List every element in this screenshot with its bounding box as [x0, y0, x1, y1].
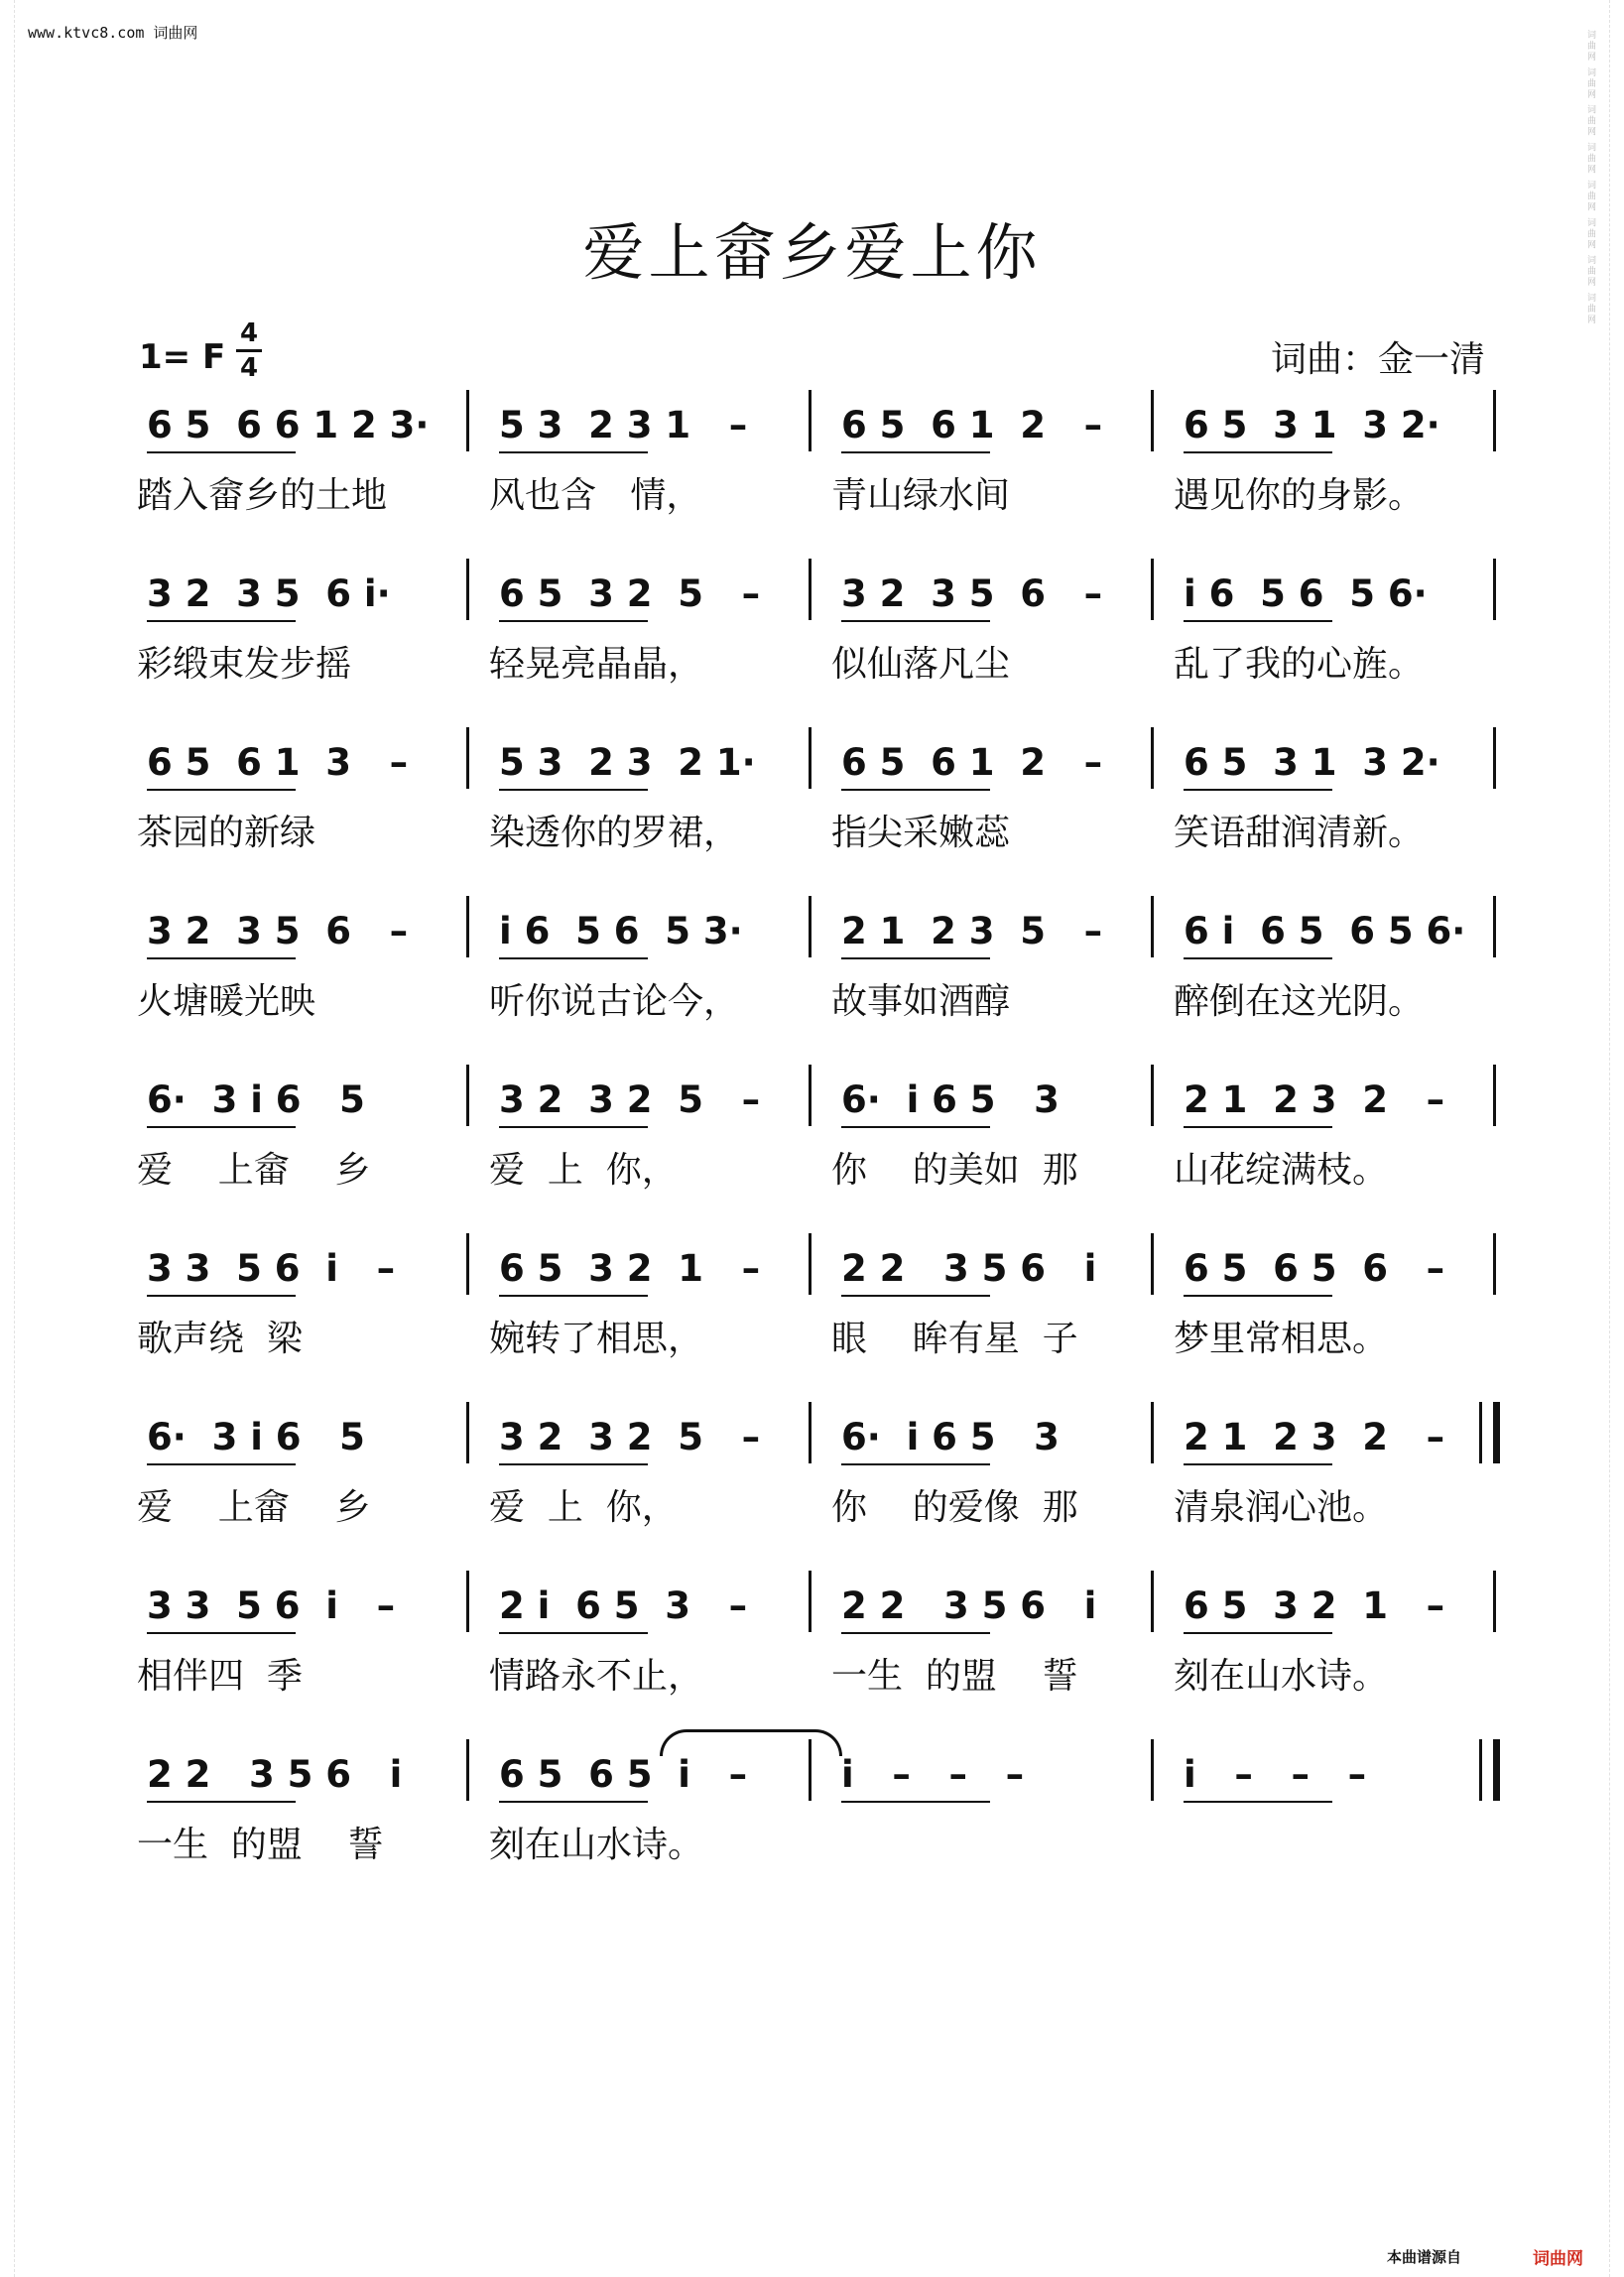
- barline: [1493, 1739, 1500, 1801]
- beam-underline: [147, 451, 296, 453]
- barline: [466, 1065, 469, 1126]
- lyric-phrase: 遇见你的身影。: [1174, 475, 1425, 516]
- lyric-phrase: 清泉润心池。: [1174, 1487, 1389, 1528]
- barline: [1493, 896, 1496, 957]
- measure-notes: 6 5 3 2 1 –: [1184, 1584, 1445, 1627]
- staff-row: [129, 1741, 1498, 1900]
- beam-underline: [1184, 451, 1332, 453]
- barline: [466, 1233, 469, 1295]
- beam-underline: [499, 1295, 648, 1297]
- beam-underline: [499, 1463, 648, 1465]
- measure-notes: 6· i 6 5 3: [841, 1078, 1060, 1121]
- left-edge-guide: [14, 0, 15, 2277]
- beam-underline: [499, 451, 648, 453]
- measure-notes: 3 2 3 5 6 –: [841, 572, 1103, 615]
- lyric-phrase: 风也含 情，: [489, 475, 702, 516]
- measure-notes: 3 3 5 6 i –: [147, 1584, 396, 1627]
- beam-underline: [1184, 1295, 1332, 1297]
- measure-notes: 6 5 6 1 3 –: [147, 741, 409, 784]
- notes-line: [129, 561, 1498, 630]
- lyric-phrase: 爱 上 你，: [489, 1150, 678, 1191]
- measure-notes: 3 2 3 2 5 –: [499, 1416, 761, 1458]
- beam-underline: [841, 789, 990, 791]
- barline: [809, 1233, 812, 1295]
- beam-underline: [1184, 789, 1332, 791]
- staff-row: [129, 1067, 1498, 1225]
- lyrics-line: [129, 630, 1498, 686]
- notes-line: [129, 1573, 1498, 1642]
- lyrics-line: [129, 1473, 1498, 1529]
- measure-notes: 2 i 6 5 3 –: [499, 1584, 748, 1627]
- staff-row: [129, 729, 1498, 888]
- measure-notes: 3 2 3 5 6 i·: [147, 572, 391, 615]
- lyrics-line: [129, 1642, 1498, 1698]
- measure-notes: i – – –: [1184, 1753, 1367, 1796]
- barline: [1493, 727, 1496, 789]
- tie-arc: [660, 1729, 842, 1756]
- barline: [466, 390, 469, 451]
- lyric-phrase: 情路永不止，: [489, 1656, 704, 1697]
- lyric-phrase: 醉倒在这光阴。: [1174, 981, 1425, 1022]
- notes-line: [129, 898, 1498, 967]
- beam-underline: [147, 1126, 296, 1128]
- measure-notes: 6 5 3 2 5 –: [499, 572, 761, 615]
- beam-underline: [1184, 1801, 1332, 1803]
- beam-underline: [841, 1295, 990, 1297]
- measure-notes: 3 2 3 5 6 –: [147, 910, 409, 952]
- lyric-phrase: 故事如酒醇: [831, 981, 1011, 1022]
- notes-line: [129, 1235, 1498, 1305]
- beam-underline: [499, 789, 648, 791]
- beam-underline: [499, 1126, 648, 1128]
- staff-row: [129, 392, 1498, 551]
- barline: [809, 727, 812, 789]
- lyric-phrase: 彩缎束发步摇: [137, 644, 352, 685]
- measure-notes: 2 2 3 5 6 i: [841, 1584, 1097, 1627]
- measure-notes: 2 2 3 5 6 i: [841, 1247, 1097, 1290]
- lyrics-line: [129, 967, 1498, 1023]
- lyric-phrase: 乱了我的心旌。: [1174, 644, 1425, 685]
- barline: [1151, 1571, 1154, 1632]
- measure-notes: 2 2 3 5 6 i: [147, 1753, 403, 1796]
- measure-notes: 6 5 3 1 3 2·: [1184, 404, 1440, 446]
- beam-underline: [147, 620, 296, 622]
- barline: [466, 1739, 469, 1801]
- lyric-phrase: 一生 的盟 誓: [831, 1656, 1078, 1697]
- measure-notes: 6 5 6 6 1 2 3·: [147, 404, 430, 446]
- beam-underline: [1184, 1632, 1332, 1634]
- beam-underline: [841, 957, 990, 959]
- barline: [1151, 390, 1154, 451]
- lyrics-line: [129, 799, 1498, 854]
- beam-underline: [1184, 1463, 1332, 1465]
- measure-notes: 2 1 2 3 2 –: [1184, 1078, 1445, 1121]
- barline: [1151, 1065, 1154, 1126]
- time-sig-bottom: 4: [239, 353, 259, 383]
- measure-notes: 6 5 3 2 1 –: [499, 1247, 761, 1290]
- beam-underline: [841, 1801, 990, 1803]
- barline: [1151, 1739, 1154, 1801]
- barline: [466, 559, 469, 620]
- site-url: www.ktvc8.com 词曲网: [28, 24, 198, 42]
- barline: [466, 896, 469, 957]
- composer-credit: 词曲：金一清: [1270, 339, 1485, 380]
- beam-underline: [841, 1632, 990, 1634]
- lyric-phrase: 相伴四 季: [137, 1656, 303, 1697]
- lyric-phrase: 轻晃亮晶晶，: [489, 644, 704, 685]
- barline: [1493, 1402, 1500, 1463]
- lyric-phrase: 一生 的盟 誓: [137, 1825, 384, 1865]
- measure-notes: 5 3 2 3 1 –: [499, 404, 748, 446]
- measure-notes: 3 2 3 2 5 –: [499, 1078, 761, 1121]
- lyrics-line: [129, 1136, 1498, 1192]
- measure-notes: 2 1 2 3 2 –: [1184, 1416, 1445, 1458]
- barline: [1493, 559, 1496, 620]
- lyric-phrase: 茶园的新绿: [137, 813, 316, 853]
- measure-notes: 6 5 6 1 2 –: [841, 741, 1103, 784]
- lyric-phrase: 眼 眸有星 子: [831, 1319, 1078, 1359]
- lyric-phrase: 爱 上 你，: [489, 1487, 678, 1528]
- lyric-phrase: 山花绽满枝。: [1174, 1150, 1389, 1191]
- lyric-phrase: 听你说古论今，: [489, 981, 740, 1022]
- barline: [1493, 1571, 1496, 1632]
- barline: [1151, 896, 1154, 957]
- notes-line: [129, 1404, 1498, 1473]
- beam-underline: [841, 451, 990, 453]
- measure-notes: 6 5 6 5 6 –: [1184, 1247, 1445, 1290]
- right-edge-guide: [1609, 0, 1610, 2277]
- staff-row: [129, 1404, 1498, 1563]
- notes-line: [129, 1067, 1498, 1136]
- staff-row: [129, 1235, 1498, 1394]
- lyrics-line: [129, 461, 1498, 517]
- lyric-phrase: 你 的美如 那: [831, 1150, 1078, 1191]
- beam-underline: [499, 1632, 648, 1634]
- beam-underline: [499, 1801, 648, 1803]
- barline: [1151, 727, 1154, 789]
- lyric-phrase: 梦里常相思。: [1174, 1319, 1389, 1359]
- right-side-watermark: 词曲网 词曲网 词曲网 词曲网 词曲网 词曲网 词曲网 词曲网: [1585, 30, 1595, 326]
- measure-notes: 3 3 5 6 i –: [147, 1247, 396, 1290]
- barline: [809, 390, 812, 451]
- time-sig-top: 4: [239, 318, 259, 348]
- lyric-phrase: 爱 上畲 乡: [137, 1487, 371, 1528]
- beam-underline: [1184, 620, 1332, 622]
- barline: [809, 1571, 812, 1632]
- lyric-phrase: 刻在山水诗。: [489, 1825, 704, 1865]
- notes-line: [129, 729, 1498, 799]
- lyric-phrase: 刻在山水诗。: [1174, 1656, 1389, 1697]
- measure-notes: 2 1 2 3 5 –: [841, 910, 1103, 952]
- lyric-phrase: 火塘暖光映: [137, 981, 316, 1022]
- beam-underline: [147, 1463, 296, 1465]
- barline: [466, 1402, 469, 1463]
- barline: [466, 727, 469, 789]
- beam-underline: [147, 1295, 296, 1297]
- footer-brand: 词曲网: [1533, 2249, 1583, 2269]
- staff-row: [129, 1573, 1498, 1731]
- measure-notes: 6· 3 i 6 5: [147, 1078, 365, 1121]
- measure-notes: 6 i 6 5 6 5 6·: [1184, 910, 1466, 952]
- footer-label: 本曲谱源自: [1387, 2248, 1462, 2266]
- staff-row: [129, 561, 1498, 719]
- barline: [1151, 1233, 1154, 1295]
- barline: [809, 559, 812, 620]
- barline: [1493, 1233, 1496, 1295]
- lyric-phrase: 染透你的罗裙，: [489, 813, 740, 853]
- lyric-phrase: 笑语甜润清新。: [1174, 813, 1425, 853]
- beam-underline: [841, 1126, 990, 1128]
- lyric-phrase: 歌声绕 梁: [137, 1319, 303, 1359]
- lyrics-line: [129, 1811, 1498, 1866]
- beam-underline: [499, 620, 648, 622]
- lyric-phrase: 青山绿水间: [831, 475, 1011, 516]
- barline: [1151, 559, 1154, 620]
- beam-underline: [841, 620, 990, 622]
- barline: [1151, 1402, 1154, 1463]
- measure-notes: 6· 3 i 6 5: [147, 1416, 365, 1458]
- beam-underline: [147, 1801, 296, 1803]
- lyric-phrase: 你 的爱像 那: [831, 1487, 1078, 1528]
- measure-notes: i – – –: [841, 1753, 1025, 1796]
- measure-notes: 6· i 6 5 3: [841, 1416, 1060, 1458]
- lyric-phrase: 爱 上畲 乡: [137, 1150, 371, 1191]
- lyrics-line: [129, 1305, 1498, 1360]
- beam-underline: [1184, 1126, 1332, 1128]
- lyric-phrase: 指尖采嫩蕊: [831, 813, 1011, 853]
- measure-notes: 5 3 2 3 2 1·: [499, 741, 756, 784]
- time-signature: [236, 319, 262, 382]
- barline: [466, 1571, 469, 1632]
- measure-notes: 6 5 3 1 3 2·: [1184, 741, 1440, 784]
- beam-underline: [147, 789, 296, 791]
- barline: [809, 896, 812, 957]
- beam-underline: [499, 957, 648, 959]
- barline: [1493, 1065, 1496, 1126]
- measure-notes: 6 5 6 1 2 –: [841, 404, 1103, 446]
- beam-underline: [147, 957, 296, 959]
- beam-underline: [147, 1632, 296, 1634]
- notes-line: [129, 1741, 1498, 1811]
- song-title: 爱上畲乡爱上你: [582, 216, 1042, 289]
- lyric-phrase: 婉转了相思，: [489, 1319, 704, 1359]
- key-signature: 1= F: [139, 337, 226, 377]
- notes-line: [129, 392, 1498, 461]
- measure-notes: i 6 5 6 5 6·: [1184, 572, 1428, 615]
- measure-notes: 6 5 6 5 i –: [499, 1753, 748, 1796]
- staff-row: [129, 898, 1498, 1057]
- beam-underline: [841, 1463, 990, 1465]
- barline: [809, 1065, 812, 1126]
- barline: [1493, 390, 1496, 451]
- lyric-phrase: 似仙落凡尘: [831, 644, 1011, 685]
- barline: [809, 1402, 812, 1463]
- measure-notes: i 6 5 6 5 3·: [499, 910, 743, 952]
- lyric-phrase: 踏入畲乡的土地: [137, 475, 388, 516]
- beam-underline: [1184, 957, 1332, 959]
